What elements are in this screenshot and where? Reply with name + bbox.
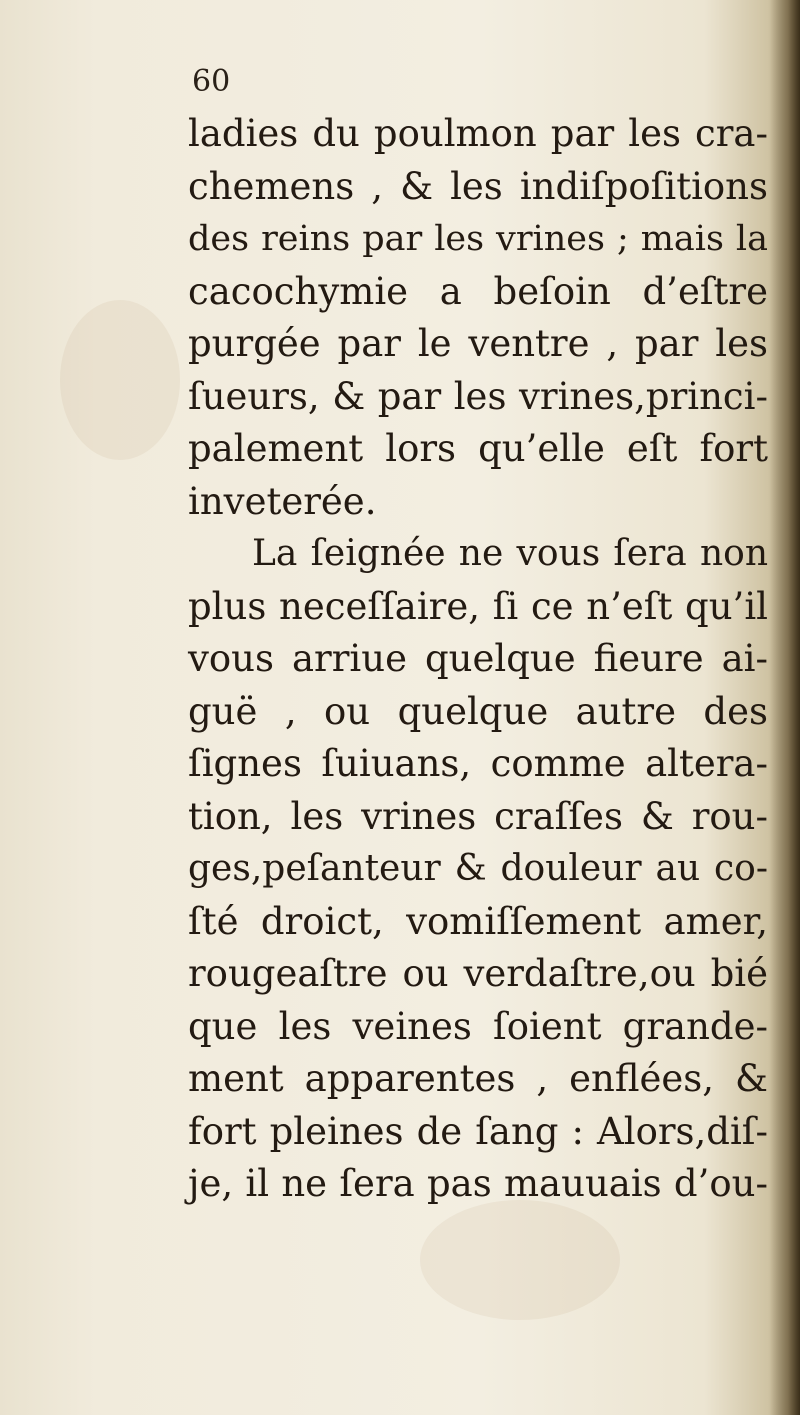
book-spine-shadow [770, 0, 800, 1415]
text-line: inveterée. [188, 479, 377, 523]
text-line: fort pleines de ſang : Alors,diſ- [188, 1109, 768, 1153]
text-line: ſignes ſuiuans, comme altera- [188, 742, 768, 785]
text-line: que les veines ſoient grande- [188, 1004, 768, 1048]
body-text [188, 108, 768, 1211]
paper-stain [420, 1200, 620, 1320]
text-line: des reins par les vrines ; mais la [188, 219, 768, 259]
text-line: ladies du poulmon par les cra- [188, 112, 768, 155]
text-line: ſté droict, vomiſſement amer, [188, 899, 768, 943]
text-line: rougeaſtre ou verdaſtre,ou bié [188, 952, 768, 995]
text-line: guë , ou quelque autre des [188, 689, 768, 733]
text-line: ſueurs, & par les vrines,princi- [188, 374, 768, 418]
paper-stain [60, 300, 180, 460]
text-line: chemens , & les indiſpoſitions [188, 164, 768, 208]
page-number: 60 [192, 64, 231, 99]
text-line: purgée par le ventre , par les [188, 322, 768, 365]
text-line: plus neceſſaire, ſi ce n’eſt qu’il [188, 584, 768, 628]
text-line: ment apparentes , enflées, & [188, 1057, 768, 1100]
text-line: vous arriue quelque fieure ai- [188, 637, 768, 680]
text-line: La ſeignée ne vous ſera non [252, 533, 768, 574]
text-line: cacochymie a beſoin d’eſtre [188, 269, 768, 313]
text-line: je, il ne ſera pas mauuais d’ou- [188, 1162, 768, 1205]
text-line: tion, les vrines craſſes & rou- [188, 794, 768, 838]
text-line: ges,peſanteur & douleur au co- [188, 848, 768, 889]
text-line: palement lors qu’elle eſt fort [188, 427, 768, 470]
